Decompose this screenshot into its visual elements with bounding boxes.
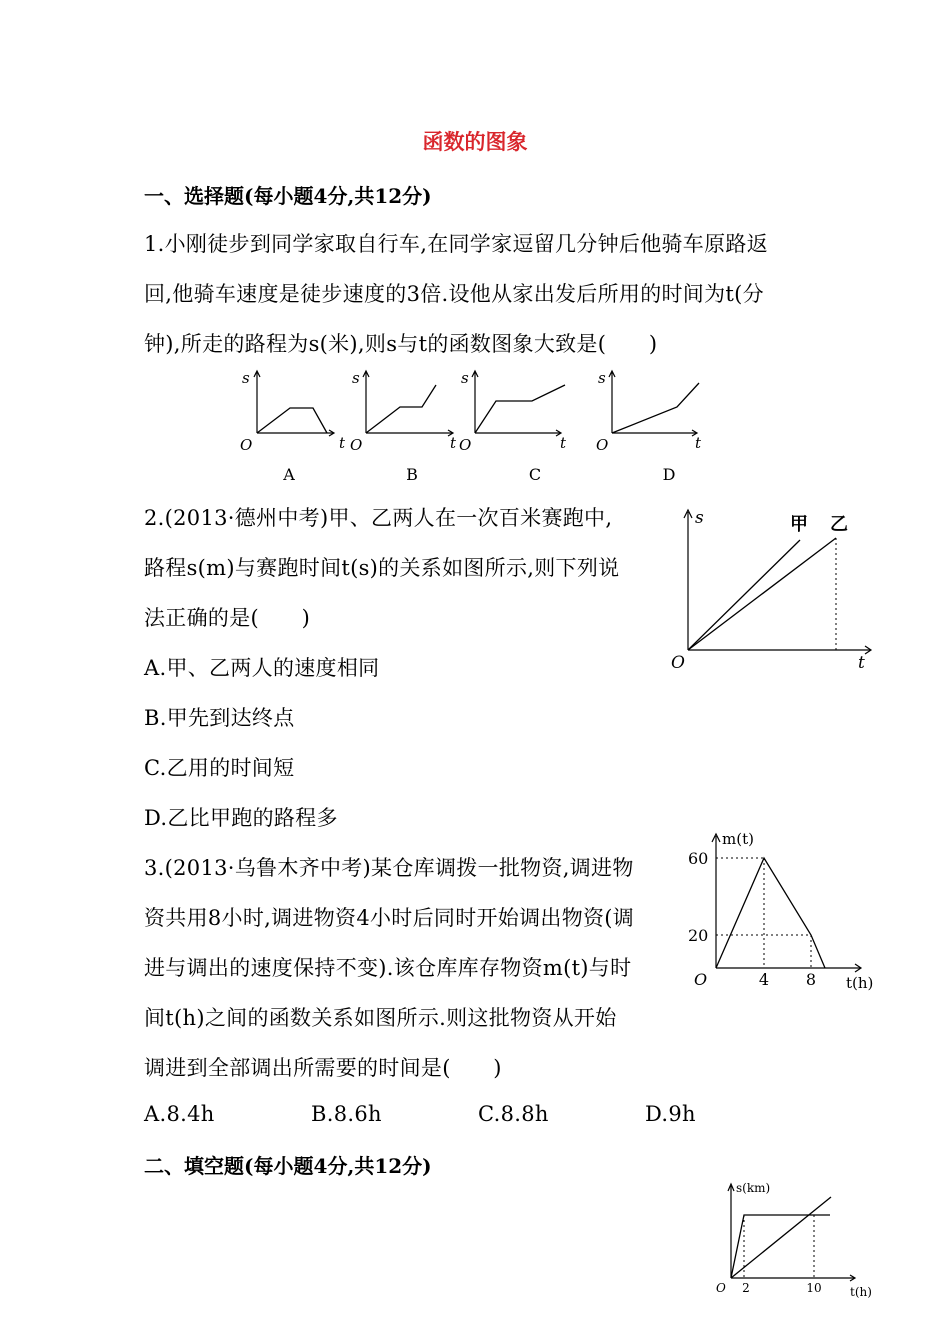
q3-x-label: t(h): [846, 974, 874, 992]
q1c-y-label: s: [461, 369, 469, 387]
q3-origin-label: O: [694, 970, 708, 989]
q3-option-d[interactable]: D.9h: [645, 1102, 696, 1126]
q1a-y-label: s: [242, 369, 250, 387]
q3-option-b[interactable]: B.8.6h: [311, 1102, 382, 1126]
q3-tick-20: 20: [688, 926, 709, 945]
q4-line-b: [731, 1197, 831, 1278]
q3-option-a[interactable]: A.8.4h: [144, 1102, 215, 1126]
q1-option-a-label: A: [283, 465, 295, 484]
section-choice-heading: 一、选择题(每小题4分,共12分): [144, 184, 432, 208]
q1-line-1: 1.小刚徒步到同学家取自行车,在同学家逗留几分钟后他骑车原路返: [144, 232, 769, 256]
q2-option-a[interactable]: A.甲、乙两人的速度相同: [144, 656, 380, 680]
q3-line-5: 调进到全部调出所需要的时间是( ): [144, 1056, 502, 1080]
q2-line-2: 路程s(m)与赛跑时间t(s)的关系如图所示,则下列说: [144, 556, 620, 580]
q1b-origin-label: O: [350, 436, 363, 454]
q1b-x-label: t: [450, 434, 457, 452]
q1a-origin-label: O: [240, 436, 253, 454]
q4-tick-10: 10: [806, 1281, 822, 1295]
q2-series-jia-label: 甲: [790, 514, 808, 535]
q2-origin-label: O: [671, 653, 685, 673]
q3-tick-8: 8: [805, 970, 817, 989]
q1-option-b-label: B: [406, 465, 418, 484]
q1-graph-c[interactable]: [459, 369, 567, 484]
q1-graph-b[interactable]: [350, 369, 457, 484]
q2-line-1: 2.(2013·德州中考)甲、乙两人在一次百米赛跑中,: [144, 506, 613, 530]
q2-option-b[interactable]: B.甲先到达终点: [144, 706, 295, 730]
q3-line-3: 进与调出的速度保持不变).该仓库库存物资m(t)与时: [144, 956, 632, 980]
q1d-origin-label: O: [596, 436, 609, 454]
q1a-x-label: t: [339, 434, 346, 452]
q3-graph: [680, 828, 880, 996]
q4-line-a: [731, 1215, 830, 1278]
q2-line-yi: [688, 538, 836, 650]
q1c-origin-label: O: [459, 436, 472, 454]
page-title: 函数的图象: [422, 129, 528, 154]
q1-line-3: 钟),所走的路程为s(米),则s与t的函数图象大致是( ): [144, 332, 658, 356]
q2-graph: [665, 500, 880, 680]
q4-tick-2: 2: [742, 1281, 750, 1295]
q1-graph-a[interactable]: [240, 369, 346, 484]
q4-origin-label: O: [716, 1281, 726, 1295]
q3-tick-4: 4: [758, 970, 770, 989]
q3-line-2: 资共用8小时,调进物资4小时后同时开始调出物资(调: [144, 906, 635, 930]
section-fill-heading: 二、填空题(每小题4分,共12分): [144, 1154, 432, 1178]
q1-option-c-label: C: [528, 465, 542, 484]
q4-x-label: t(h): [850, 1285, 872, 1299]
q2-option-d[interactable]: D.乙比甲跑的路程多: [144, 806, 338, 830]
q3-line-4: 间t(h)之间的函数关系如图所示.则这批物资从开始: [144, 1006, 617, 1030]
q3-option-c[interactable]: C.8.8h: [478, 1102, 549, 1126]
q2-series-yi-label: 乙: [830, 514, 848, 535]
q2-x-label: t: [858, 653, 865, 673]
q2-line-3: 法正确的是( ): [144, 606, 311, 630]
q1c-x-label: t: [560, 434, 567, 452]
q1d-x-label: t: [695, 434, 702, 452]
q1-option-d-label: D: [662, 465, 676, 484]
q2-option-c[interactable]: C.乙用的时间短: [144, 756, 295, 780]
q3-tick-60: 60: [688, 849, 709, 868]
q4-y-label: s(km): [736, 1181, 771, 1195]
q3-y-label: m(t): [722, 830, 754, 848]
q4-graph: [710, 1178, 880, 1302]
q2-y-label: s: [695, 508, 704, 528]
q3-line-1: 3.(2013·乌鲁木齐中考)某仓库调拨一批物资,调进物: [144, 856, 634, 880]
q1b-y-label: s: [352, 369, 360, 387]
q1d-y-label: s: [598, 369, 606, 387]
q2-line-jia: [688, 540, 800, 650]
q3-line: [716, 858, 825, 968]
q1-line-2: 回,他骑车速度是徒步速度的3倍.设他从家出发后所用的时间为t(分: [144, 282, 764, 306]
q1-option-graphs: [230, 360, 700, 485]
q1-graph-d[interactable]: [596, 369, 702, 484]
